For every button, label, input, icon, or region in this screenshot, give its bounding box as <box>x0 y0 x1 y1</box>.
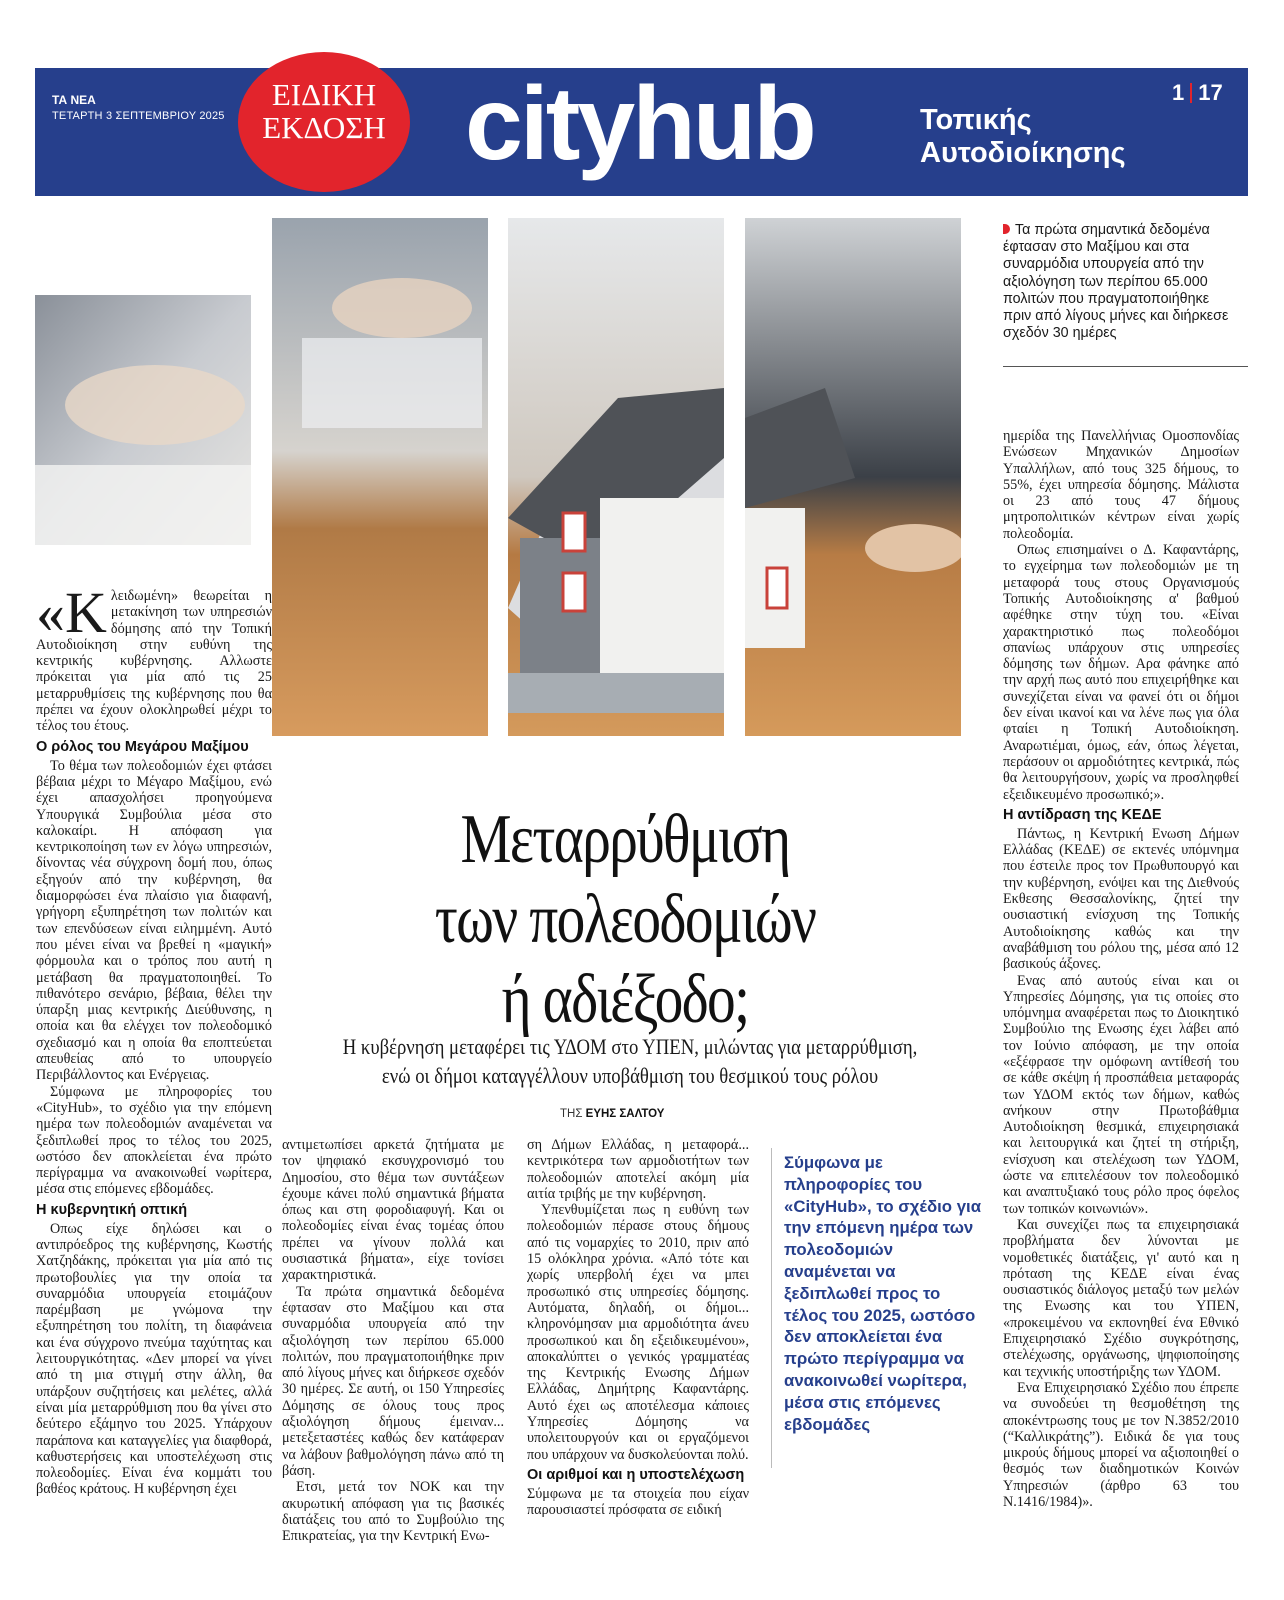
paragraph: Ετσι, μετά τον ΝΟΚ και την ακυρωτική απόφαση για τις βασικές διατάξεις του από το Συμβούλιο της Επικρατείας, για την Κεντρική Ενω- <box>282 1479 504 1545</box>
intro-summary-text: Τα πρώτα σημαντικά δεδομένα έφτασαν στο Μαξίμου και στα συναρμόδια υπουργεία από την αξιολόγηση των περίπου 65.000 πολιτών που πραγματοποιήθηκε πριν από λίγους μήνες και διήρκεσε σχεδόν 30 ημέρες <box>1003 222 1229 342</box>
section-heading: Ο ρόλος του Μεγάρου Μαξίμου <box>36 738 249 755</box>
pull-quote: Σύμφωνα με πληροφορίες του «CityHub», το σχέδιο για την επόμενη ημέρα των πολεοδομιών αναμένεται να ξεδιπλωθεί προς το τέλος του 2025, ωστόσο δεν αποκλείεται ένα πρώτο περίγραμμα να ανακοινωθεί νωρίτερα, μέσα στις επόμενες εβδομάδες <box>784 1153 982 1434</box>
page-number-divider <box>1190 83 1192 103</box>
paragraph: Ενας από αυτούς είναι και οι Υπηρεσίες Δόμησης, για τις οποίες στο υπόμνημα αναφέρεται πως το Διοικητικό Συμβούλιο της Ενωσης έχει λάβει από τον Ιούνιο απόφαση, με την οποία «εξέφρασε την ομόφωνη αντίθεσή του σε κάθε σκέψη ή προσπάθεια μεταφοράς των ΥΔΟΜ εκτός των δήμων, καθώς ανήκουν στην Πρωτοβάθμια Αυτοδιοίκηση θεσμικά, επιχειρησιακά και λειτουργικά και ζητεί τη στήριξη, ενίσχυση και στελέχωση των ΥΔΟΜ, ώστε να επιτελέσουν τον πολεοδομικό και αναπτυξιακό τους ρόλο προς όφελος των τοπικών κοινωνιών». <box>1003 972 1239 1217</box>
lead-paragraph-text: λειδωμένη» θεωρείται η μετακίνηση των υπηρεσιών δόμησης από την Τοπική Αυτοδιοίκηση στην ευθύνη της κεντρικής κυβέρνησης. Αλλωστε πρόκειται για μία από τις 25 μεταρρυθμίσεις της κυβέρνησης που θα πρέπει να έχουν ολοκληρωθεί μέχρι το τέλος του έτους. <box>36 588 272 735</box>
badge-line-1: ΕΙΔΙΚΗ <box>271 77 377 112</box>
paragraph: Σύμφωνα με πληροφορίες του «CityHub», το σχέδιο για την επόμενη ημέρα των πολεοδομιών αναμένεται να ξεδιπλωθεί προς το τέλος του 2025, ωστόσο δεν αποκλείεται ένα πρώτο περίγραμμα να ανακοινωθεί νωρίτερα, μέσα στις επόμενες εβδομάδες. <box>36 1083 272 1198</box>
brand-subtitle-line-1: Τοπικής <box>920 104 1032 136</box>
badge-line-2: ΕΚΔΟΣΗ <box>262 110 386 145</box>
headline-line-1: Μεταρρύθμιση <box>460 801 790 878</box>
paragraph: Σύμφωνα με τα στοιχεία που είχαν παρουσιαστεί πρόσφατα σε ειδική <box>527 1485 749 1519</box>
subhead-line-1: Η κυβέρνηση μεταφέρει τις ΥΔΟΜ στο ΥΠΕΝ, μιλώντας για μεταρρύθμιση, <box>342 1034 918 1059</box>
article-column-1 <box>36 580 272 1498</box>
brand-subtitle-line-2: Αυτοδιοίκησης <box>920 137 1126 169</box>
photo-panel-3 <box>508 218 724 736</box>
byline-author: ΕΥΗΣ ΣΑΛΤΟΥ <box>585 1108 665 1120</box>
drop-cap <box>36 580 107 645</box>
article-column-3 <box>527 1137 749 1519</box>
issue-date: ΤΕΤΑΡΤΗ 3 ΣΕΠΤΕΜΒΡΙΟΥ 2025 <box>52 110 225 122</box>
photo-panel-1 <box>35 295 251 545</box>
section-heading: Οι αριθμοί και η υποστελέχωση <box>527 1466 745 1483</box>
paragraph: Ενα Επιχειρησιακό Σχέδιο που έπρεπε να συνοδεύει τη θεσμοθέτηση της αποκέντρωσης τους με τον Ν.3852/2010 (“Καλλικράτης”). Ειδικά δε για τους μικρούς δήμους μπορεί να αξιοποιηθεί ο θεσμός των διαδημοτικών Κοινών Υπηρεσιών (άρθρο 63 του Ν.1416/1984)». <box>1003 1379 1239 1510</box>
page-number-value: 17 <box>1198 80 1223 105</box>
lead-paragraph <box>36 580 272 735</box>
paragraph: ημερίδα της Πανελλήνιας Ομοσπονδίας Ενώσεων Μηχανικών Δημοσίων Υπαλλήλων, από τους 325 δήμους, το 55%, έχει υπηρεσία δόμησης. Μάλιστα οι 23 από τους 47 δήμους μητροπολιτικών κέντρων είναι χωρίς πολεοδομία. <box>1003 428 1239 542</box>
pullquote-divider <box>771 1148 772 1468</box>
special-edition-label <box>238 78 410 144</box>
section-heading: Η αντίδραση της ΚΕΔΕ <box>1003 806 1162 823</box>
divider <box>1003 366 1248 367</box>
page-number <box>1172 80 1223 106</box>
subheadline <box>270 1032 990 1090</box>
paragraph: Και συνεχίζει πως τα επιχειρησιακά προβλήματα δεν λύνονται με νομοθετικές διατάξεις, γι' αυτό και η πρόταση της ΚΕΔΕ είναι ένας ουσιαστικός διάλογος μεταξύ των μελών της Ενωσης και του ΥΠΕΝ, «προκειμένου να εκπονηθεί ένα Εθνικό Επιχειρησιακό Σχέδιο συγκρότησης, στελέχωσης, οργάνωσης, ψηφιοποίησης και τεχνικής υποστήριξης των ΥΔΟΜ. <box>1003 1216 1239 1380</box>
brand-subtitle <box>920 104 1126 170</box>
headline-line-3: ή αδιέξοδο; <box>501 961 749 1038</box>
photo-panel-2 <box>272 218 488 736</box>
desk-photo-icon <box>272 218 488 736</box>
paragraph: αντιμετωπίσει αρκετά ζητήματα με τον ψηφιακό εκσυγχρονισμό του Δημοσίου, στο θέμα των συντάξεων έχουμε κάνει πολύ σημαντικά βήματα όπως και στη φοροδιαφυγή. Και οι πολεοδομίες είναι ένας τομέας όπου πρέπει να γίνουν πολλά και ουσιαστικά βήματα», είχε τονίσει χαρακτηριστικά. <box>282 1137 504 1284</box>
publication-name: ΤΑ ΝΕΑ <box>52 93 96 107</box>
drop-cap-letter: Κ <box>65 580 107 645</box>
article-column-5 <box>1003 428 1239 1510</box>
paragraph: Οπως επισημαίνει ο Δ. Καφαντάρης, το εγχείρημα των πολεοδομιών με τη μεταφορά τους στους Οργανισμούς Τοπικής Αυτοδιοίκησης α' βαθμού αφέθηκε στην τύχη του. «Είναι χαρακτηριστικό πως πολεοδόμοι σπανίως υπάρχουν στις υπηρεσίες δόμησης των δήμων. Αρα φάνηκε από την αρχή πως αυτό που επιχειρήθηκε και συνεχίζεται είναι να φανεί ότι οι δήμοι δεν είναι ικανοί και να λένε πως για όλα φταίει η Τοπική Αυτοδιοίκηση. Αναρωτιέμαι, όμως, εάν, όπως λέγεται, περάσουν οι αρμοδιότητες κεντρικά, πώς θα λειτουργήσουν, χωρίς να προσληφθεί εξειδικευμένο προσωπικό;». <box>1003 542 1239 803</box>
brand-logo: cityhub <box>465 66 814 182</box>
intro-summary <box>1003 222 1239 342</box>
headline-line-2: των πολεοδομιών <box>434 881 816 958</box>
paragraph: Υπενθυμίζεται πως η ευθύνη των πολεοδομιών πέρασε στους δήμους από τις νομαρχίες το 2010, πριν από 15 ολόκληρα χρόνια. «Από τότε και χωρίς υπερβολή έχει να μπει προσωπικό στις υπηρεσίες δόμησης. Αυτόματα, δηλαδή, οι δήμοι... κληρονόμησαν μια αρμοδιότητα άνευ προσωπικού και δη εξειδικευμένου», αποκαλύπτει ο γενικός γραμματέας της Κεντρικής Ενωσης Δήμων Ελλάδας, Δημήτρης Καφαντάρης. Αυτό έχει ως αποτέλεσμα κάποιες Υπηρεσίες Δόμησης να υπολειτουργούν και οι εργαζόμενοι που υπάρχουν να δυσκολεύονται πολύ. <box>527 1202 749 1463</box>
paragraph: Τα πρώτα σημαντικά δεδομένα έφτασαν στο Μαξίμου και στα συναρμόδια υπουργεία από την αξιολόγηση των περίπου 65.000 πολιτών, που πραγματοποιήθηκε πριν από λίγους μήνες και διήρκεσε σχεδόν 30 ημέρες. Σε αυτή, οι 150 Υπηρεσίες Δόμησης σε όλους τους προς αξιολόγηση δήμους έμειναν... μετεξεταστέες καθώς δεν κατάφεραν να λάβουν βαθμολόγηση πάνω από τη βάση. <box>282 1283 504 1479</box>
office-photo-icon <box>35 295 251 545</box>
byline <box>560 1108 664 1120</box>
section-page: 1 <box>1172 80 1185 105</box>
paragraph: ση Δήμων Ελλάδας, η μεταφορά... κεντρικότερα των αρμοδιοτήτων των πολεοδομιών αποτελεί ακόμη μία αιτία τριβής με την κυβέρνηση. <box>527 1137 749 1202</box>
photo-panel-4 <box>745 218 961 736</box>
article-column-2 <box>282 1137 504 1544</box>
businessman-photo-icon <box>745 218 961 736</box>
paragraph: Οπως είχε δηλώσει και ο αντιπρόεδρος της κυβέρνησης, Κωστής Χατζηδάκης, πρόκειται για μία από τις πρωτοβουλίες για την οποία τα συναρμόδια υπουργεία ετοιμάζουν παρέμβαση με γνώμονα την εξυπηρέτηση του πολίτη, τη διαφάνεια και ένα σύγχρονο πνεύμα ταχύτητας και λειτουργικότητας. «Δεν μπορεί να γίνει από τη μια στιγμή στην άλλη, θα υπάρξουν συζητήσεις και μελέτες, αλλά είναι μία μεταρρύθμιση που θα γίνει στο δεύτερο εξάμηνο του 2025. Υπάρχουν παράπονα και καταγγελίες για διαφθορά, καθυστερήσεις και υποστελέχωση στις πολεοδομίες. Είναι ένα κομμάτι του βαθέος κράτους. Η κυβέρνηση έχει <box>36 1220 272 1498</box>
house-model-icon <box>508 218 724 736</box>
drop-cap-quote: « <box>36 580 65 645</box>
section-heading: Η κυβερνητική οπτική <box>36 1201 188 1218</box>
paragraph: Το θέμα των πολεοδομιών έχει φτάσει βέβαια μέχρι το Μέγαρο Μαξίμου, ενώ έχει απασχολήσει προηγούμενα Υπουργικά Συμβούλια μέσα στο καλοκαίρι. Η απόφαση για κεντρικοποίηση των εν λόγω υπηρεσιών, δίνοντας νέα σύγχρονη δομή που, όπως εξηγούν από την κυβέρνηση, θα διαμορφώσει ένα πλαίσιο για διαφανή, γρήγορη εξυπηρέτηση των πολιτών και των επενδύσεων είναι ειλημμένη. Αυτό που μένει είναι να βρεθεί η «μαγική» φόρμουλα και ο τρόπος που αυτή η μετάβαση θα πραγματοποιηθεί. Το πιθανότερο σενάριο, βέβαια, θέλει την ύπαρξη μιας κεντρικής Διεύθυνσης, η οποία και θα ελέγχει τον πολεοδομικό σχεδιασμό και η οποία θα εποπτεύεται απευθείας από το υπουργείο Περιβάλλοντος και Ενέργειας. <box>36 757 272 1084</box>
byline-prefix: ΤΗΣ <box>560 1108 583 1120</box>
page-title <box>359 800 892 1040</box>
subhead-line-2: ενώ οι δήμοι καταγγέλλουν υποβάθμιση του θεσμικού τους ρόλου <box>381 1063 879 1088</box>
bullet-icon <box>1003 224 1010 234</box>
paragraph: Πάντως, η Κεντρική Ενωση Δήμων Ελλάδας (ΚΕΔΕ) σε εκτενές υπόμνημα που έστειλε προς τον Πρωθυπουργό και την κυβέρνηση, ενόψει και της Διεθνούς Εκθεσης Θεσσαλονίκης, ζητεί την ουσιαστική ενίσχυση της Τοπικής Αυτοδιοίκησης καθώς και την αναβάθμιση του ρόλου της, μέσα από 12 βασικούς άξονες. <box>1003 825 1239 973</box>
